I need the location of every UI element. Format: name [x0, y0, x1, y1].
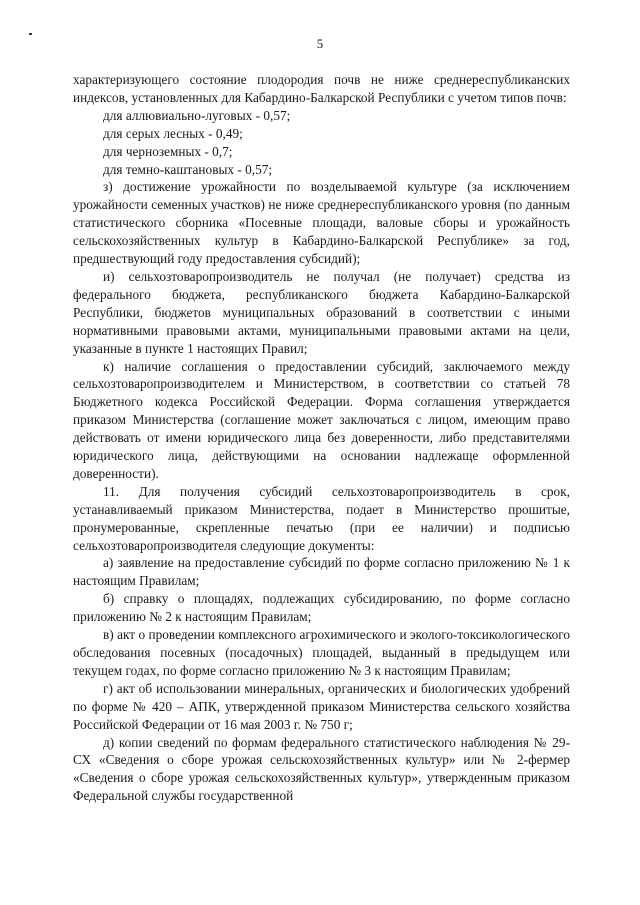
soil-type-item: для темно-каштановых - 0,57; — [103, 161, 273, 177]
document-item-g: г) акт об использовании минеральных, органических и биологических удобрений по форме № 420 – АПК, утвержденной приказом Министерства сельского хозяйства Российской Федерации от 16 мая 2003 г. № 750 г; — [73, 680, 570, 732]
soil-type-item: для черноземных - 0,7; — [103, 143, 233, 159]
document-item-b: б) справку о площадях, подлежащих субсидированию, по форме согласно приложению № 2 к настоящим Правилам; — [73, 591, 570, 625]
page-number: 5 — [316, 36, 324, 51]
paragraph-continuation: характеризующего состояние плодородия почв не ниже среднереспубликанских индексов, установленных для Кабардино-Балкарской Республики с учетом типов почв: — [73, 72, 570, 105]
section-11: 11. Для получения субсидий сельхозтоваропроизводитель в срок, устанавливаемый приказом Министерства, подает в Министерство прошитые, пронумерованные, скрепленные печатью (при ее наличии) и подписью сельхозтоваропроизводителя следующие документы: — [73, 483, 570, 553]
document-item-v: в) акт о проведении комплексного агрохимического и эколого-токсикологического обследования посевных (посадочных) площадей, выданный в предыдущем или текущем годах, по форме согласно приложению № 3 к настоящим Правилам; — [73, 627, 570, 678]
clause-i: и) сельхозтоваропроизводитель не получал (не получает) средства из федерального бюджета, республиканского бюджета Кабардино-Балкарской Республики, бюджетов муниципальных образований в соответствии с иными нормативными правовыми актами, муниципальными правовыми актами на цели, указанные в пункте 1 настоящих Правил; — [73, 268, 570, 356]
document-item-a: а) заявление на предоставление субсидий по форме согласно приложению № 1 к настоящим Правилам; — [73, 555, 570, 589]
soil-type-item: для серых лесных - 0,49; — [103, 125, 243, 141]
document-item-d: д) копии сведений по формам федерального статистического наблюдения № 29-СХ «Сведения о сборе урожая сельскохозяйственных культур» или № 2-фермер «Сведения о сборе урожая сельскохозяйственных культур», утвержденным приказом Федеральной службы государственной — [73, 734, 570, 804]
clause-z: з) достижение урожайности по возделываемой культуре (за исключением урожайности семенных участков) не ниже среднереспубликанского уровня (по данным статистического сборника «Посевные площади, валовые сборы и урожайность сельскохозяйственных культур в Кабардино-Балкарской Республике» за год, предшествующий году предоставления субсидий); — [73, 179, 570, 267]
clause-k: к) наличие соглашения о предоставлении субсидий, заключаемого между сельхозтоваропроизводителем и Министерством, в соответствии со статьей 78 Бюджетного кодекса Российской Федерации. Форма соглашения утверждается приказом Министерства (соглашение может заключаться с лицом, имеющим право действовать от имени юридического лица без доверенности, либо представителями юридического лица, действующими на основании надлежаще оформленной доверенности). — [73, 358, 570, 481]
soil-type-item: для аллювиально-луговых - 0,57; — [103, 107, 291, 123]
document-body — [73, 71, 570, 805]
scan-speck — [29, 33, 32, 35]
